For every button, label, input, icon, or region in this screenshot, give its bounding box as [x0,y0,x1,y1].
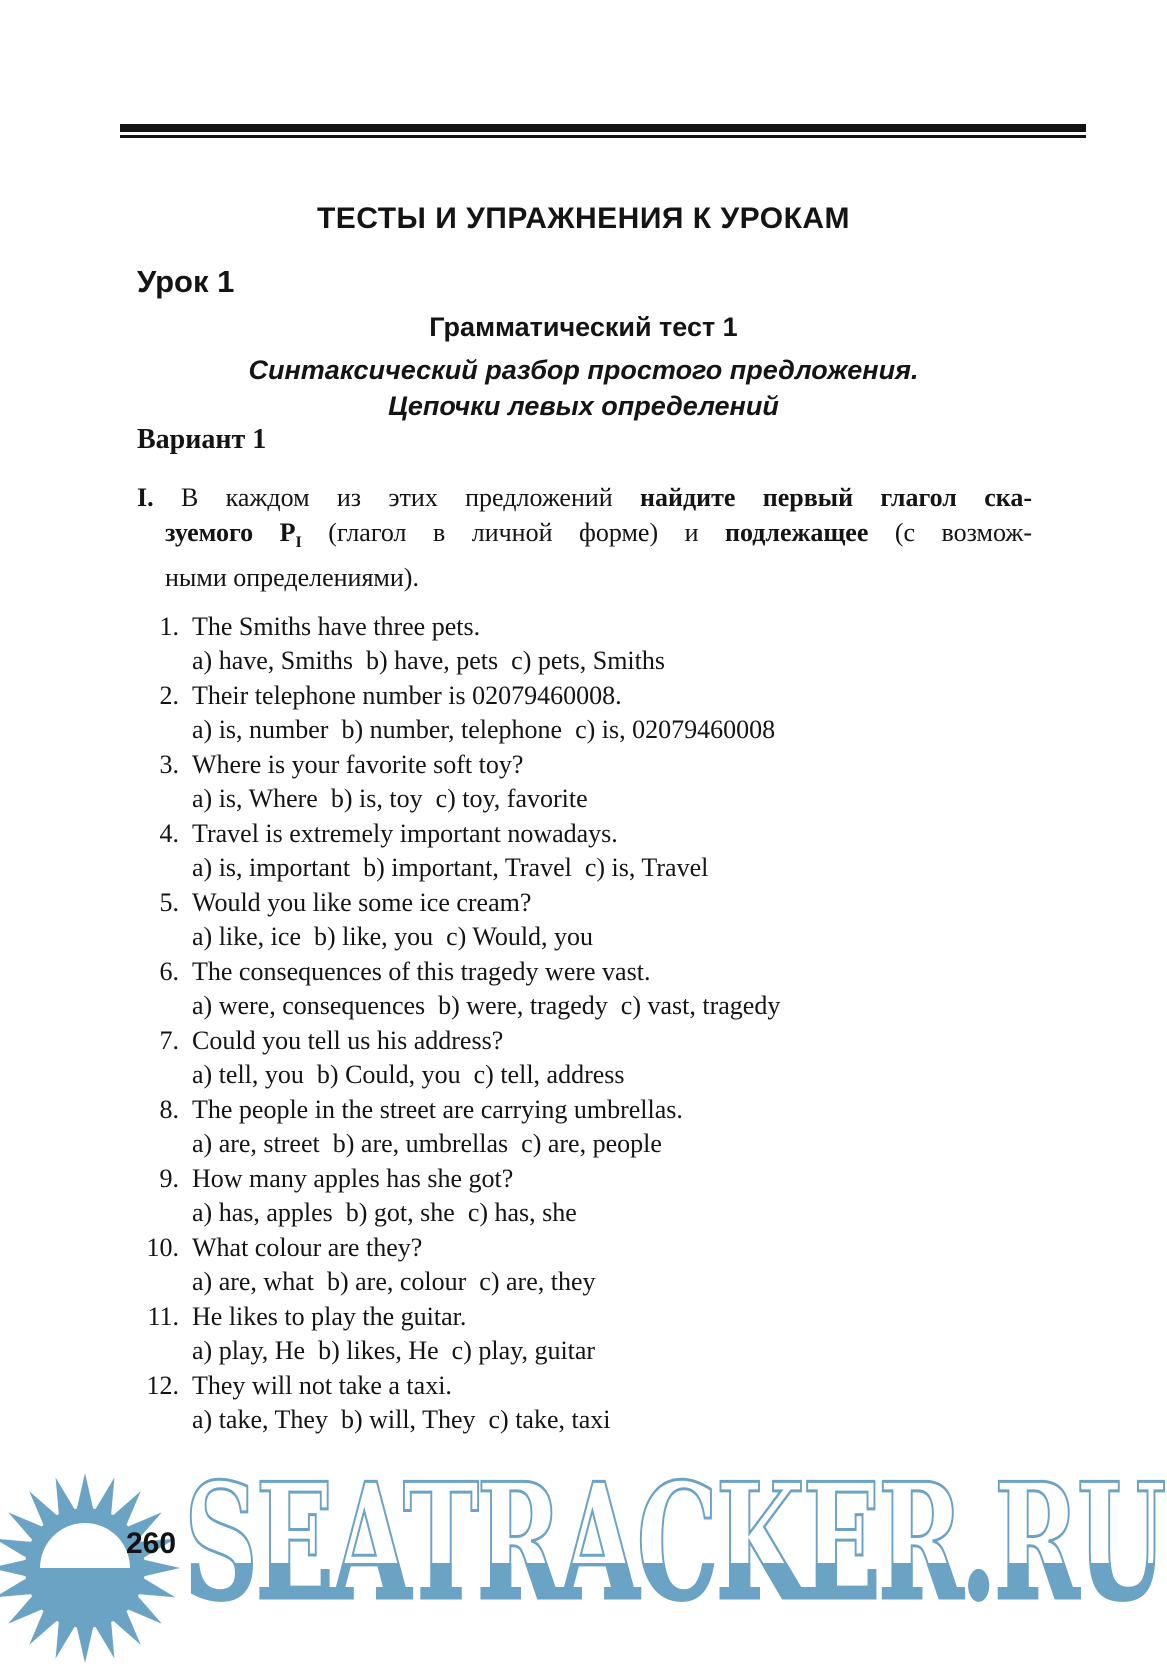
instruction-bold-text: найдите первый глагол ска- [640,483,1032,512]
question-sentence: Where is your favorite soft toy? [192,750,524,779]
question-list [137,610,1067,1438]
page-number: 260 [126,1527,177,1560]
instruction-text: ными определениями). [165,563,419,593]
question-options: a) have, Smiths b) have, pets c) pets, Smiths [192,646,665,675]
question-options: a) are, what b) are, colour c) are, they [192,1267,596,1296]
question-number: 10. [146,1233,179,1262]
sun-icon [0,1468,185,1668]
question-item [137,1093,1067,1161]
question-number: 11. [147,1302,179,1331]
instruction-line-1 [137,480,1032,515]
page-title: ТЕСТЫ И УПРАЖНЕНИЯ К УРОКАМ [316,202,851,235]
watermark-text: SEATRACKER.RU [184,1448,1164,1636]
question-item [137,610,1067,678]
question-item [137,955,1067,1023]
instruction-text: В каждом из этих предложений [153,483,641,512]
question-item [137,1369,1067,1437]
question-number: 5. [159,888,179,917]
question-item [137,1231,1067,1299]
question-sentence: How many apples has she got? [192,1164,514,1193]
question-options: a) were, consequences b) were, tragedy c) vast, tragedy [192,991,781,1020]
question-item [137,1162,1067,1230]
task-instruction [137,480,1032,595]
question-number: 2. [159,681,179,710]
question-sentence: The consequences of this tragedy were vast. [192,957,651,986]
question-options: a) take, They b) will, They c) take, taxi [192,1405,611,1434]
question-sentence: The Smiths have three pets. [192,612,481,641]
predicate-subscript: I [295,534,302,552]
question-number: 9. [159,1164,179,1193]
question-item [137,1300,1067,1368]
question-sentence: The people in the street are carrying umbrellas. [192,1095,683,1124]
question-sentence: Travel is extremely important nowadays. [192,819,618,848]
question-item [137,679,1067,747]
question-number: 4. [159,819,179,848]
question-options: a) is, number b) number, telephone c) is, 02079460008 [192,715,776,744]
question-number: 7. [159,1026,179,1055]
header-rule [120,124,1086,138]
test-heading: Грамматический тест 1 [429,312,738,342]
question-item [137,748,1067,816]
question-sentence: What colour are they? [192,1233,423,1262]
test-subtitle-line-1: Синтаксический разбор простого предложения. [248,355,919,385]
instruction-bold-text: подлежащее [724,518,869,547]
question-options: a) is, important b) important, Travel c) is, Travel [192,853,709,882]
instruction-bold-text: зуемого Р [165,518,296,547]
question-options: a) has, apples b) got, she c) has, she [192,1198,577,1227]
test-subtitle-line-2: Цепочки левых определений [388,391,779,421]
test-subtitle [0,352,1167,424]
question-options: a) like, ice b) like, you c) Would, you [192,922,594,951]
instruction-line-2 [137,515,1032,560]
question-sentence: Their telephone number is 02079460008. [192,681,622,710]
question-number: 12. [146,1371,179,1400]
question-item [137,1024,1067,1092]
instruction-text: (глагол в личной форме) и [301,518,725,547]
question-sentence: He likes to play the guitar. [192,1302,467,1331]
instruction-numeral: I. [137,483,154,512]
question-sentence: They will not take a taxi. [192,1371,452,1400]
header-rule-thick [120,124,1086,132]
variant-heading: Вариант 1 [137,424,267,455]
question-number: 6. [159,957,179,986]
question-number: 3. [159,750,179,779]
question-options: a) are, street b) are, umbrellas c) are, people [192,1129,662,1158]
question-options: a) play, He b) likes, He c) play, guitar [192,1336,596,1365]
question-sentence: Would you like some ice cream? [192,888,532,917]
question-item [137,817,1067,885]
instruction-line-3 [137,560,1032,595]
question-options: a) is, Where b) is, toy c) toy, favorite [192,784,588,813]
question-number: 1. [159,612,179,641]
instruction-text: (с возмож- [868,518,1032,547]
lesson-heading: Урок 1 [137,264,235,299]
header-rule-thin [120,135,1086,138]
question-number: 8. [159,1095,179,1124]
question-sentence: Could you tell us his address? [192,1026,504,1055]
question-item [137,886,1067,954]
question-options: a) tell, you b) Could, you c) tell, address [192,1060,625,1089]
